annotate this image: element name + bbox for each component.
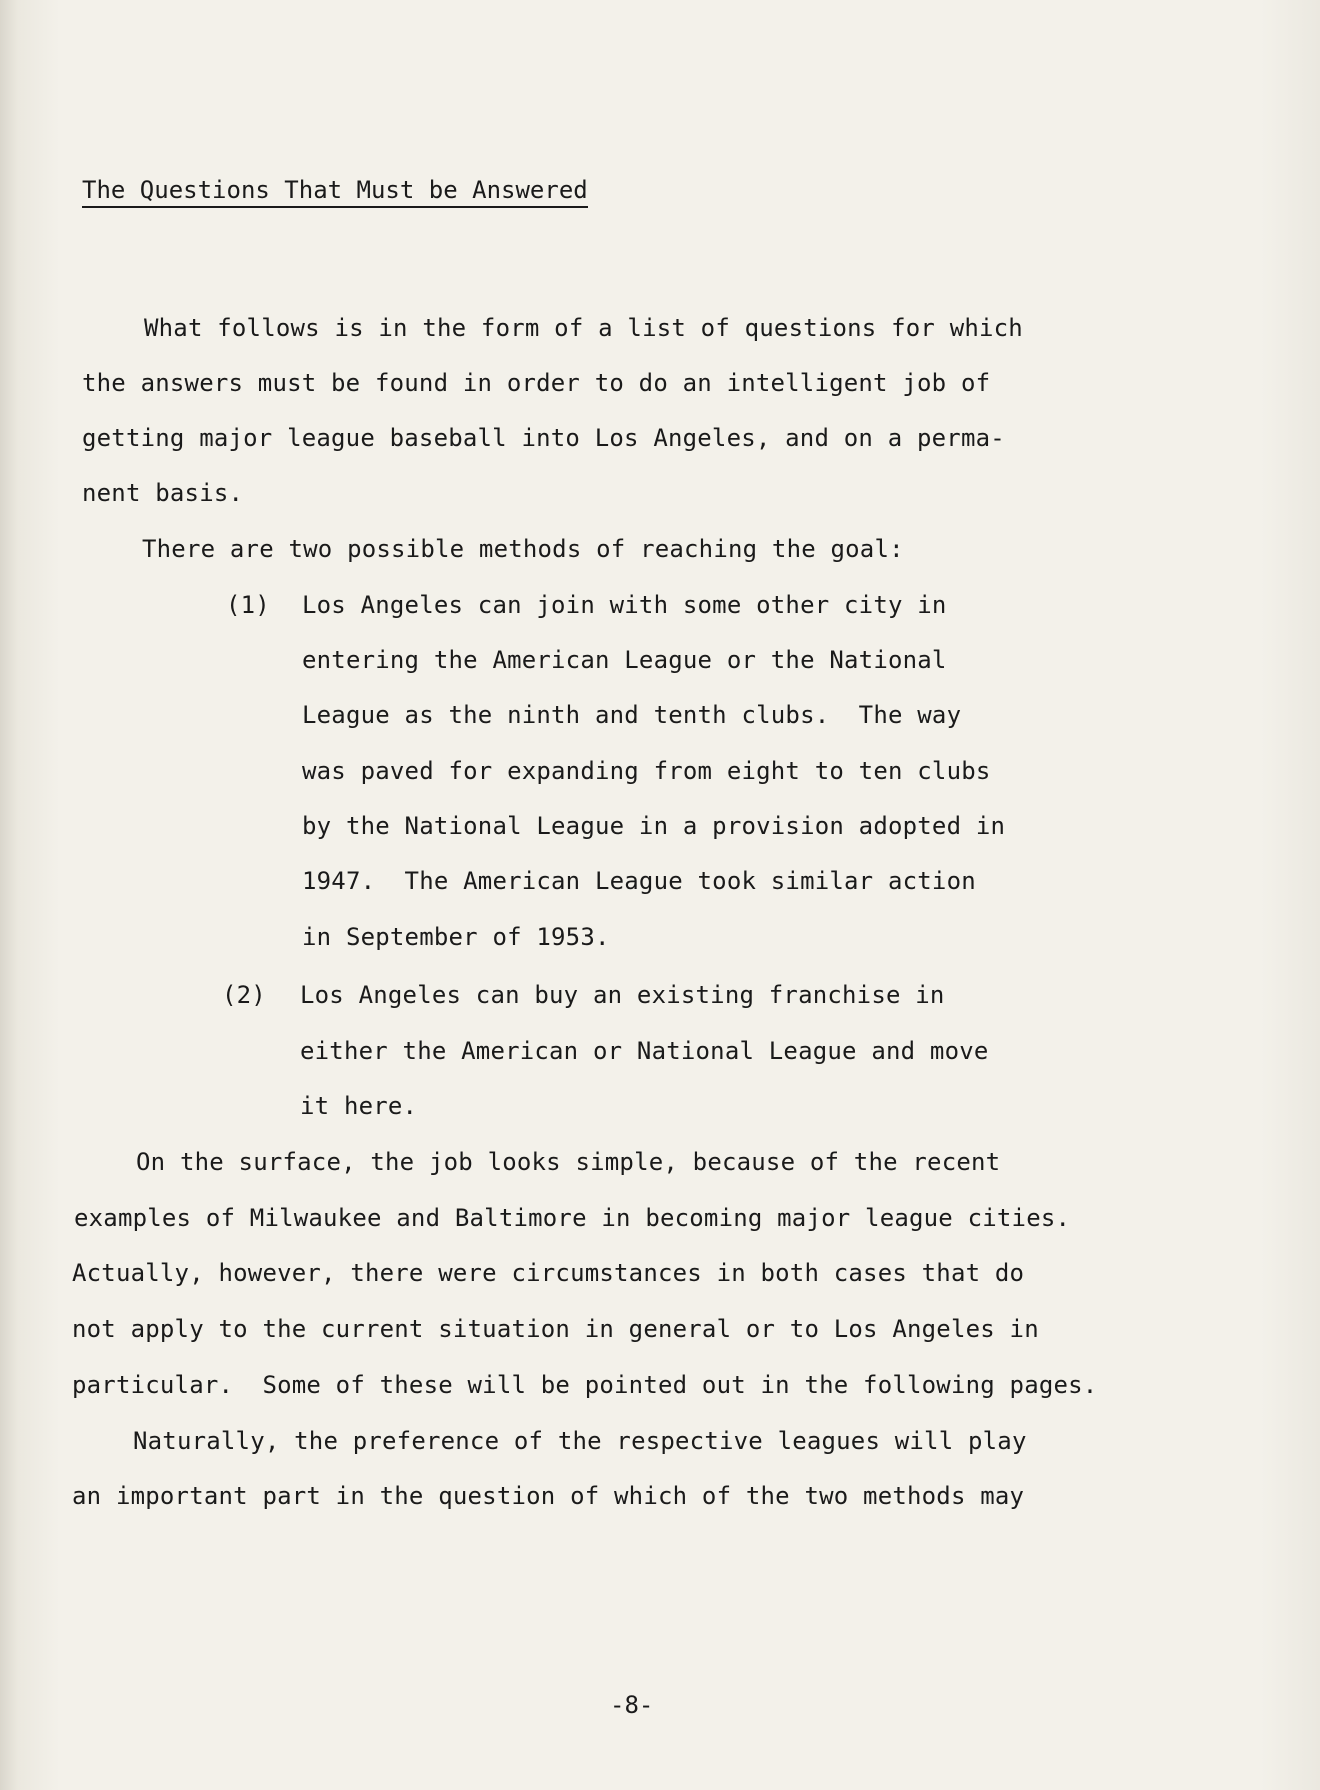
method-1-line-7: in September of 1953. [302, 923, 610, 951]
page-number: -8- [610, 1691, 654, 1719]
paragraph-1-line-2: the answers must be found in order to do an intelligent job of [82, 369, 991, 397]
method-1-line-5: by the National League in a provision adopted in [302, 812, 1006, 840]
paragraph-1-line-4: nent basis. [82, 479, 244, 507]
section-heading: The Questions That Must be Answered [82, 175, 588, 208]
method-2-line-2: either the American or National League and move [300, 1037, 989, 1065]
closing-paragraph-1-line-5: particular. Some of these will be pointed out in the following pages. [72, 1371, 1098, 1399]
closing-paragraph-2-line-1: Naturally, the preference of the respective leagues will play [133, 1427, 1027, 1455]
closing-paragraph-2-line-2: an important part in the question of which of the two methods may [72, 1482, 1025, 1510]
closing-paragraph-1-line-4: not apply to the current situation in general or to Los Angeles in [72, 1315, 1039, 1343]
method-1-line-1: Los Angeles can join with some other city in [302, 591, 947, 619]
closing-paragraph-1-line-2: examples of Milwaukee and Baltimore in becoming major league cities. [74, 1204, 1071, 1232]
paragraph-1-line-3: getting major league baseball into Los Angeles, and on a perma- [82, 424, 1005, 452]
method-1-line-3: League as the ninth and tenth clubs. The way [302, 701, 962, 729]
closing-paragraph-1-line-1: On the surface, the job looks simple, because of the recent [136, 1148, 1001, 1176]
method-1-line-4: was paved for expanding from eight to ten clubs [302, 757, 991, 785]
method-2-line-3: it here. [300, 1092, 418, 1120]
closing-paragraph-1-line-3: Actually, however, there were circumstances in both cases that do [72, 1259, 1025, 1287]
paragraph-1-line-1: What follows is in the form of a list of questions for which [144, 314, 1023, 342]
method-2-number: (2) [222, 981, 266, 1009]
method-1-number: (1) [226, 591, 270, 619]
method-1-line-2: entering the American League or the National [302, 646, 947, 674]
method-1-line-6: 1947. The American League took similar action [302, 867, 976, 895]
paragraph-2-line-1: There are two possible methods of reaching the goal: [142, 535, 904, 563]
method-2-line-1: Los Angeles can buy an existing franchise in [300, 981, 945, 1009]
